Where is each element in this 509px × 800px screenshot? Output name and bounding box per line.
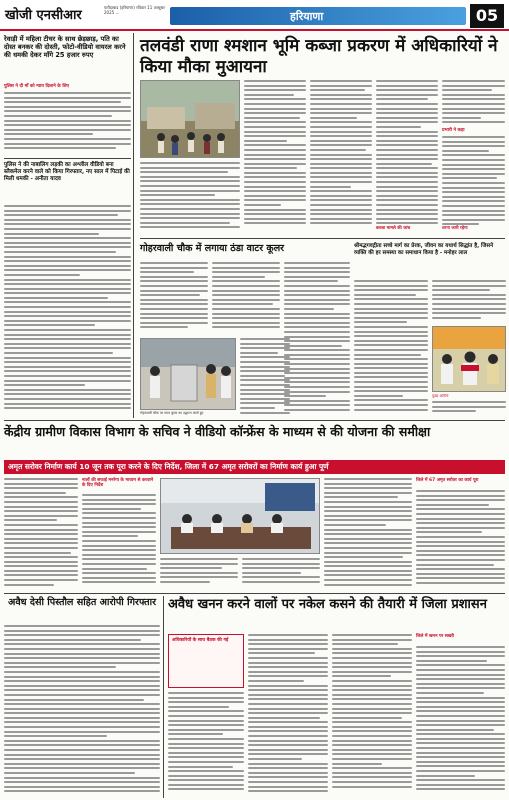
water-cooler-illustration — [141, 339, 236, 410]
section-divider — [4, 420, 505, 421]
secretary-subhead-1: नालों की सफाई मनरेगा के माध्यम से करवाने के दिए निर्देश — [82, 478, 154, 489]
mining-highlight-box — [168, 634, 244, 688]
secretary-col-4 — [242, 558, 320, 590]
main-story-col-3 — [376, 80, 438, 230]
mining-headline: अवैध खनन करने वालों पर नकेल कसने की तैयारी में जिला प्रशासन — [168, 597, 487, 612]
section-banner — [170, 7, 466, 25]
water-cooler-col-2 — [212, 262, 280, 334]
cremation-ground-illustration — [141, 81, 240, 158]
date-line: फरीदाबाद (हरियाणा) रविवार 11 अक्टूबर 2025 ... — [104, 5, 165, 15]
pistol-body — [4, 625, 160, 797]
gita-col-1 — [354, 280, 428, 418]
secretary-headline: केंद्रीय ग्रामीण विकास विभाग के सचिव ने वीडियो कॉन्फ्रेंस के माध्यम से की योजना की समीक्षा — [4, 424, 431, 439]
meeting-illustration — [161, 479, 320, 554]
secretary-col-5 — [324, 478, 412, 590]
bottom-divider — [4, 593, 505, 594]
main-related-heading: कब्जा मामले की जांच — [376, 226, 411, 231]
gita-col-2b — [432, 401, 506, 419]
water-cooler-caption: गोहरवाली चौक पर वाटर कूलर का उद्घाटन करते हुए — [140, 411, 204, 415]
bottom-column-divider — [163, 596, 164, 798]
main-divider — [140, 238, 505, 239]
water-cooler-col-3 — [240, 338, 290, 418]
manohar-lal-photo — [432, 326, 506, 392]
secretary-subhead-2: जिले में 67 अमृत सरोवर का कार्य पूरा — [416, 478, 479, 483]
left-mid-body — [4, 205, 131, 415]
main-sidebar-heading: प्रभारी ने कहा — [442, 128, 465, 133]
water-cooler-photo — [140, 338, 236, 410]
left-top-body — [4, 92, 131, 156]
right-box-heading: धरना जारी रहेगा — [442, 226, 468, 231]
newspaper-logo: खोजी एनसीआर — [5, 8, 82, 23]
main-story-under-photo — [140, 162, 240, 230]
secretary-deck: अमृत सरोवर निर्माण कार्य 10 जून तक पूरा करने के दिए निर्देश, जिला में 67 अमृत सरोवरों का निर्माण कार्य हुआ पूर्ण — [4, 460, 505, 474]
mining-col-1 — [168, 692, 244, 797]
left-top-headline: रेवाड़ी में महिला टीचर के साथ छेड़छाड़, पति का दोस्त बनकर की दोस्ती, फोटो-वीडियो वायरल करने की धमकी देकर माँगे 25 हजार रुपए — [4, 35, 126, 59]
gita-headline: श्रीमद्भगवद्गीता सच्चे मार्ग का प्रेरक, जीवन का यथार्थ सिद्धांत है, जिसने व्यक्ति की हर समस्या का समाधान किया है - मनोहर लाल — [354, 243, 494, 256]
main-headline: तलवंडी राणा श्मशान भूमि कब्जा प्रकरण में अधिकारियों ने किया मौका मुआयना — [140, 36, 498, 77]
main-story-col-1 — [244, 80, 306, 230]
left-top-kicker: पुलिस ने दी माँ को न्याय दिलाने के लिए — [4, 84, 70, 89]
main-story-col-4 — [442, 80, 505, 126]
mining-subhead: जिले में खनन पर सख्ती — [416, 634, 454, 639]
secretary-col-1 — [4, 478, 78, 590]
water-cooler-col-4 — [284, 262, 350, 418]
mining-col-4 — [416, 646, 505, 797]
secretary-col-2 — [82, 494, 156, 590]
secretary-col-3 — [160, 558, 238, 590]
water-cooler-headline: गोहरवाली चौक में लगाया ठंडा वाटर कूलर — [140, 243, 285, 254]
main-story-col-2 — [310, 80, 372, 230]
masthead — [0, 0, 509, 31]
stage-event-illustration — [433, 327, 506, 392]
mining-box-text: अधिकारियों के साथ बैठक की गई — [172, 638, 229, 643]
section-title: हरियाणा — [290, 10, 324, 23]
cremation-ground-photo — [140, 80, 240, 158]
mining-col-2 — [248, 634, 328, 797]
page-number: 05 — [470, 4, 504, 28]
column-divider — [133, 33, 134, 418]
left-divider-1 — [4, 158, 131, 159]
water-cooler-col-1 — [140, 262, 208, 334]
left-mid-headline: पुलिस ने की नाबालिग लड़की का अश्लील वीडियो बना ब्लैकमेल करने वाले को किया गिरफ्तार, नए साल में पिटाई की मिली धमकी - अनीता यादव — [4, 162, 130, 182]
main-story-col-4b — [442, 136, 505, 230]
mining-col-3 — [332, 634, 412, 797]
gita-col-2 — [432, 280, 506, 324]
secretary-col-6 — [416, 490, 505, 590]
video-conference-photo — [160, 478, 320, 554]
gita-photo-tag: मुख्य अतिथि — [432, 394, 449, 398]
pistol-headline: अवैध देसी पिस्तौल सहित आरोपी गिरफ्तार — [8, 597, 156, 608]
